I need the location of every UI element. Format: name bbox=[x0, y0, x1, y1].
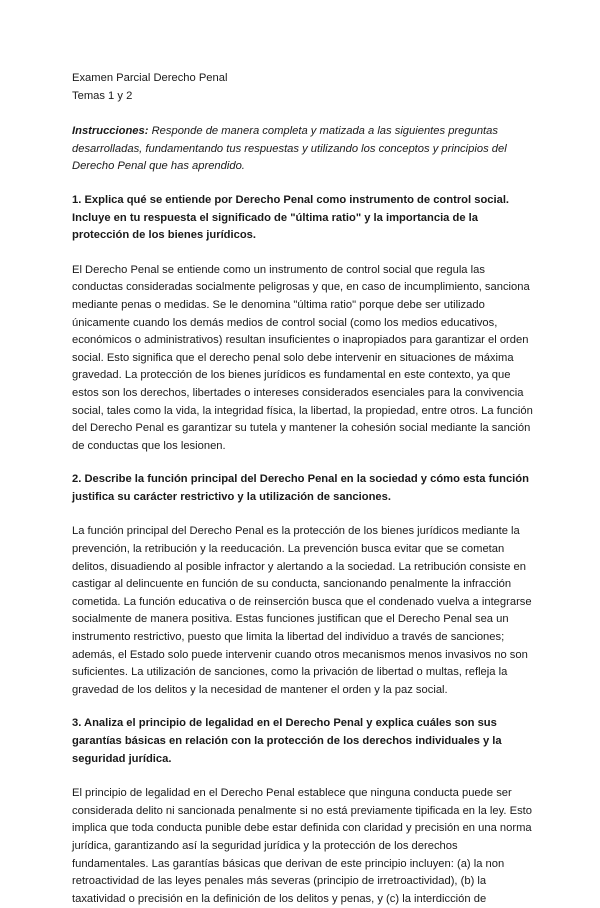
instructions-text: Responde de manera completa y matizada a las siguientes preguntas desarrolladas, fundamentando tus respuestas y utilizando los conceptos y principios del Derecho Penal que has aprendido. bbox=[72, 125, 507, 173]
document-subtitle: Temas 1 y 2 bbox=[72, 89, 133, 102]
question-1: 1. Explica qué se entiende por Derecho Penal como instrumento de control social. Incluye en tu respuesta el significado de "última ratio" y la importancia de la protección de los bienes jurídicos. bbox=[72, 193, 510, 242]
answer-3: El principio de legalidad en el Derecho Penal establece que ninguna conducta puede ser considerada delito ni sancionada penalmente si no está previamente tipificada en la ley. Esto implica que toda conducta punible debe estar definida con claridad y precisión en una norma jurídica, garantizando así la seguridad jurídica y la protección de los derechos fundamentales. Las garantías básicas que derivan de este principio incluyen: (a) la non retroactividad de las leyes penales más severas (principio de irretroactividad), (b) la taxatividad o precisión en la definición de los delitos y penas, y (c) la interdicción de bbox=[72, 787, 533, 905]
instructions-paragraph bbox=[72, 123, 534, 176]
question-2: 2. Describe la función principal del Derecho Penal en la sociedad y cómo esta función justifica su carácter restrictivo y la utilización de sanciones. bbox=[72, 473, 529, 503]
instructions-label: Instrucciones: bbox=[72, 125, 149, 138]
document-title: Examen Parcial Derecho Penal bbox=[72, 72, 228, 84]
answer-1: El Derecho Penal se entiende como un instrumento de control social que regula las conductas consideradas socialmente peligrosas y que, en caso de incumplimiento, sanciona mediante penas o medidas. Se le denomina "última ratio" porque debe ser utilizado únicamente cuando los demás medios de control social (como los medios educativos, económicos o administrativos) resultan insuficientes o inapropiados para garantizar el orden social. Esto significa que el derecho penal solo debe intervenir en situaciones de máxima gravedad. La protección de los bienes jurídicos es fundamental en este contexto, ya que estos son los derechos, libertades o intereses considerados esenciales para la convivencia social, tales como la vida, la integridad física, la libertad, la propiedad, entre otros. La función del Derecho Penal es garantizar su tutela y mantener la cohesión social mediante la sanción de conductas que los lesionen. bbox=[72, 263, 533, 452]
question-3: 3. Analiza el principio de legalidad en el Derecho Penal y explica cuáles son sus garantías básicas en relación con la protección de los derechos individuales y la seguridad jurídica. bbox=[72, 717, 502, 765]
document-page bbox=[72, 70, 534, 908]
answer-2: La función principal del Derecho Penal es la protección de los bienes jurídicos mediante la prevención, la retribución y la reeducación. La prevención busca evitar que se cometan delitos, disuadiendo al posible infractor y alertando a la sociedad. La retribución consiste en castigar al delincuente en función de su conducta, sancionando penalmente la infracción cometida. La función educativa o de reinserción busca que el condenado vuelva a integrarse socialmente de manera positiva. Estas funciones justifican que el Derecho Penal sea un instrumento restrictivo, puesto que limita la libertad del individuo a través de sanciones; además, el Estado solo puede intervenir cuando otros mecanismos menos invasivos no son suficientes. La utilización de sanciones, como la privación de libertad o multas, refleja la gravedad de los delitos y la necesidad de mantener el orden y la paz social. bbox=[72, 525, 532, 696]
